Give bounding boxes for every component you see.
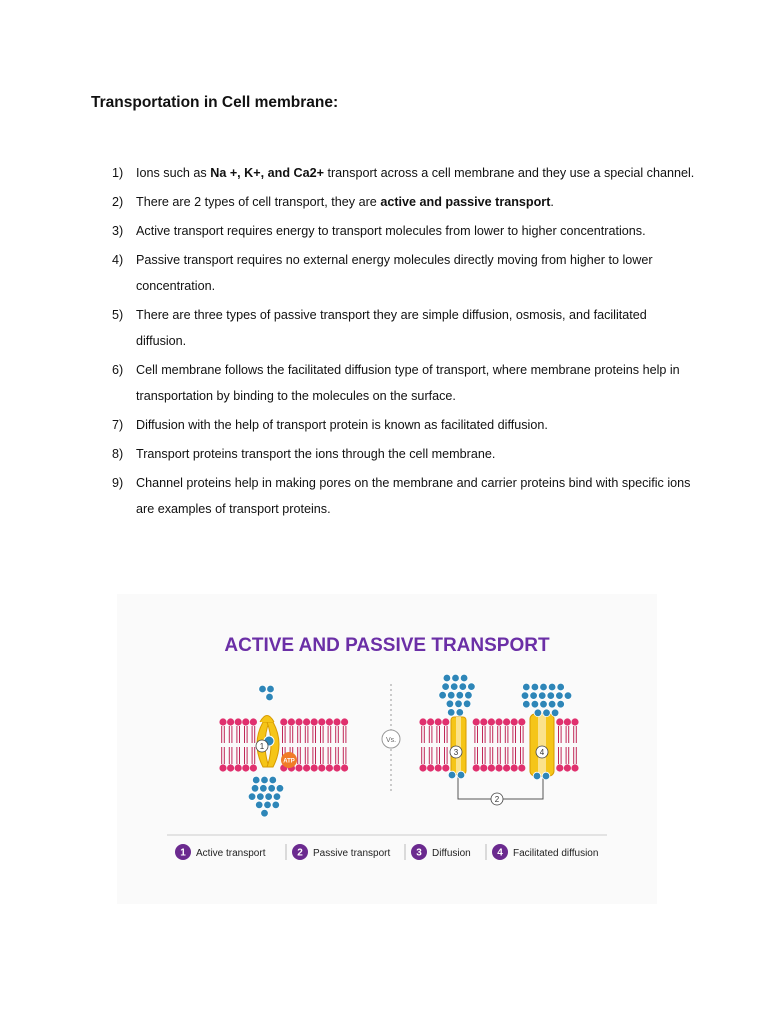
molecule bbox=[456, 709, 464, 717]
list-item-number: 2) bbox=[112, 195, 124, 209]
molecule bbox=[259, 685, 267, 693]
lipid-head bbox=[571, 764, 578, 771]
molecule bbox=[255, 801, 263, 809]
molecule bbox=[265, 793, 273, 801]
lipid-head bbox=[250, 718, 257, 725]
membrane-right bbox=[419, 718, 578, 771]
molecule bbox=[248, 793, 256, 801]
molecule bbox=[260, 785, 268, 793]
list-item bbox=[0, 189, 768, 215]
lipid-head bbox=[518, 718, 525, 725]
vs-label: Vs. bbox=[385, 737, 397, 744]
molecule bbox=[557, 700, 565, 708]
lipid-head bbox=[511, 764, 518, 771]
molecule bbox=[276, 785, 284, 793]
list-item bbox=[0, 160, 768, 186]
lipid-head bbox=[326, 718, 333, 725]
text-run: Cell membrane follows the facilitated diffusion type of transport, where membrane proteins help in transportation by binding to the molecules on the surface. bbox=[136, 363, 680, 403]
lipid-head bbox=[435, 764, 442, 771]
lipid-head bbox=[556, 764, 563, 771]
atp-label: ATP bbox=[283, 758, 295, 765]
lipid-head bbox=[488, 718, 495, 725]
transport-diagram-svg bbox=[117, 594, 657, 904]
list-item bbox=[0, 357, 768, 409]
lipid-head bbox=[495, 764, 502, 771]
legend-number: 4 bbox=[497, 847, 503, 859]
legend-label: Passive transport bbox=[313, 848, 391, 859]
lipid-head bbox=[311, 764, 318, 771]
text-run: Active transport requires energy to transport molecules from lower to higher concentrations. bbox=[136, 224, 646, 238]
lipid-head bbox=[227, 718, 234, 725]
bold-text: active and passive transport bbox=[380, 195, 551, 209]
molecule bbox=[547, 692, 555, 700]
molecule bbox=[564, 692, 572, 700]
list-item-number: 6) bbox=[112, 363, 124, 377]
lipid-head bbox=[473, 764, 480, 771]
lipid-head bbox=[318, 764, 325, 771]
lipid-head bbox=[564, 764, 571, 771]
numbered-list bbox=[0, 160, 768, 525]
list-item-text bbox=[136, 412, 696, 438]
lipid-head bbox=[341, 718, 348, 725]
lipid-head bbox=[518, 764, 525, 771]
molecule bbox=[531, 683, 539, 691]
text-run: transport across a cell membrane and they use a special channel. bbox=[323, 166, 695, 180]
marker-2-label: 2 bbox=[494, 794, 500, 804]
molecule bbox=[264, 801, 272, 809]
molecule bbox=[446, 700, 454, 708]
list-item bbox=[0, 218, 768, 244]
molecule bbox=[456, 691, 464, 699]
molecule bbox=[548, 683, 556, 691]
list-item-text bbox=[136, 218, 696, 244]
lipid-head bbox=[303, 764, 310, 771]
list-item-number: 9) bbox=[112, 476, 124, 490]
molecule bbox=[266, 693, 274, 701]
list-item-number: 8) bbox=[112, 447, 124, 461]
molecule bbox=[556, 692, 564, 700]
channel-pore bbox=[453, 717, 461, 774]
list-item bbox=[0, 302, 768, 354]
lipid-head bbox=[473, 718, 480, 725]
list-item bbox=[0, 247, 768, 299]
list-item-text bbox=[136, 357, 696, 409]
lipid-head bbox=[227, 764, 234, 771]
molecule bbox=[261, 809, 269, 817]
list-item bbox=[0, 441, 768, 467]
marker-4-label: 4 bbox=[539, 747, 545, 757]
molecule bbox=[457, 771, 465, 779]
molecule bbox=[557, 683, 565, 691]
list-item-text bbox=[136, 189, 696, 215]
lipid-head bbox=[333, 718, 340, 725]
list-item bbox=[0, 470, 768, 522]
molecule bbox=[267, 685, 275, 693]
molecule bbox=[542, 772, 550, 780]
list-item-text bbox=[136, 441, 696, 467]
list-item-number: 4) bbox=[112, 253, 124, 267]
lipid-head bbox=[503, 718, 510, 725]
molecule bbox=[447, 709, 455, 717]
molecule bbox=[551, 709, 559, 717]
molecule bbox=[538, 692, 546, 700]
lipid-head bbox=[495, 718, 502, 725]
bold-text: Na +, K+, and Ca2+ bbox=[210, 166, 324, 180]
text-run: There are three types of passive transport they are simple diffusion, osmosis, and facilitated diffusion. bbox=[136, 308, 647, 348]
lipid-head bbox=[318, 718, 325, 725]
lipid-head bbox=[242, 718, 249, 725]
transport-diagram bbox=[117, 594, 657, 904]
legend-label: Diffusion bbox=[432, 848, 471, 859]
lipid-head bbox=[288, 718, 295, 725]
list-item bbox=[0, 412, 768, 438]
molecule-clusters bbox=[248, 674, 572, 817]
molecule bbox=[540, 683, 548, 691]
lipid-head bbox=[556, 718, 563, 725]
molecule bbox=[540, 700, 548, 708]
lipid-head bbox=[419, 718, 426, 725]
list-item-number: 3) bbox=[112, 224, 124, 238]
list-item-text bbox=[136, 470, 696, 522]
molecule bbox=[448, 771, 456, 779]
molecule bbox=[251, 785, 259, 793]
lipid-head bbox=[303, 718, 310, 725]
lipid-head bbox=[564, 718, 571, 725]
molecule bbox=[450, 683, 458, 691]
molecule bbox=[268, 785, 276, 793]
lipid-head bbox=[503, 764, 510, 771]
text-run: There are 2 types of cell transport, they are bbox=[136, 195, 381, 209]
molecule bbox=[521, 692, 529, 700]
list-item-text bbox=[136, 302, 696, 354]
text-run: Diffusion with the help of transport protein is known as facilitated diffusion. bbox=[136, 418, 548, 432]
legend-label: Facilitated diffusion bbox=[513, 848, 599, 859]
figure-title: ACTIVE AND PASSIVE TRANSPORT bbox=[224, 635, 550, 656]
molecule bbox=[447, 691, 455, 699]
lipid-head bbox=[295, 718, 302, 725]
text-run: Transport proteins transport the ions through the cell membrane. bbox=[136, 447, 496, 461]
molecule bbox=[463, 700, 471, 708]
lipid-head bbox=[235, 718, 242, 725]
lipid-head bbox=[571, 718, 578, 725]
legend bbox=[175, 844, 598, 860]
lipid-head bbox=[480, 764, 487, 771]
molecule bbox=[543, 709, 551, 717]
molecule bbox=[465, 691, 473, 699]
molecule bbox=[452, 674, 460, 682]
diagram-markers bbox=[256, 740, 548, 805]
list-item-text bbox=[136, 247, 696, 299]
page-title: Transportation in Cell membrane: bbox=[91, 94, 339, 111]
molecule bbox=[533, 772, 541, 780]
molecule bbox=[534, 709, 542, 717]
legend-number: 3 bbox=[416, 847, 422, 859]
text-run: Passive transport requires no external energy molecules directly moving from higher to lower concentration. bbox=[136, 253, 653, 293]
lipid-head bbox=[511, 718, 518, 725]
lipid-head bbox=[219, 764, 226, 771]
lipid-head bbox=[242, 764, 249, 771]
molecule bbox=[523, 683, 531, 691]
molecule bbox=[273, 793, 281, 801]
molecule bbox=[269, 776, 277, 784]
lipid-head bbox=[280, 718, 287, 725]
lipid-head bbox=[295, 764, 302, 771]
marker-1-label: 1 bbox=[259, 741, 265, 751]
lipid-head bbox=[341, 764, 348, 771]
lipid-head bbox=[427, 718, 434, 725]
lipid-head bbox=[480, 718, 487, 725]
legend-number: 2 bbox=[297, 847, 303, 859]
text-run: Ions such as bbox=[136, 166, 211, 180]
molecule bbox=[257, 793, 265, 801]
lipid-head bbox=[235, 764, 242, 771]
lipid-head bbox=[250, 764, 257, 771]
lipid-head bbox=[311, 718, 318, 725]
molecule bbox=[443, 674, 451, 682]
molecule bbox=[252, 776, 260, 784]
molecule bbox=[439, 691, 447, 699]
lipid-head bbox=[442, 718, 449, 725]
lipid-head bbox=[435, 718, 442, 725]
molecule bbox=[272, 801, 280, 809]
list-item-number: 7) bbox=[112, 418, 124, 432]
lipid-head bbox=[442, 764, 449, 771]
molecule bbox=[261, 776, 269, 784]
molecule bbox=[460, 674, 468, 682]
molecule bbox=[455, 700, 463, 708]
lipid-head bbox=[326, 764, 333, 771]
legend-number: 1 bbox=[180, 847, 186, 859]
lipid-head bbox=[419, 764, 426, 771]
list-item-number: 1) bbox=[112, 166, 124, 180]
molecule bbox=[459, 683, 467, 691]
molecule bbox=[531, 700, 539, 708]
legend-label: Active transport bbox=[196, 848, 266, 859]
text-run: Channel proteins help in making pores on the membrane and carrier proteins bind with specific ions are examples of transport proteins. bbox=[136, 476, 691, 516]
lipid-head bbox=[219, 718, 226, 725]
molecule bbox=[530, 692, 538, 700]
molecule bbox=[548, 700, 556, 708]
molecule bbox=[442, 683, 450, 691]
list-item-text bbox=[136, 160, 696, 186]
lipid-head bbox=[488, 764, 495, 771]
molecule bbox=[468, 683, 476, 691]
marker-3-label: 3 bbox=[453, 747, 459, 757]
carrier-pore bbox=[538, 714, 546, 776]
list-item-number: 5) bbox=[112, 308, 124, 322]
text-run: . bbox=[550, 195, 554, 209]
molecule bbox=[523, 700, 531, 708]
lipid-head bbox=[333, 764, 340, 771]
lipid-head bbox=[427, 764, 434, 771]
